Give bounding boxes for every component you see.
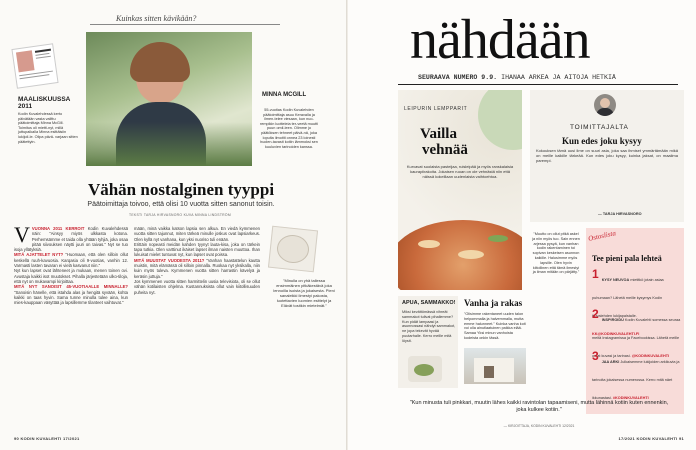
caption-left: Kodin Kuvalehdessä kerto päivätään vasta valittu päätoimittaja Minna McGill. Toimitus oli mietti-nyt, millä juttupaikalla Minna esittäisiin lukijoil-le. Olipa pävä- varjaan sitten päätettyin. [18, 112, 78, 144]
tip-number: 2 [592, 307, 599, 321]
col2-para: MITÄ MUUSTAT VUODESTA 2011? "Vanhan haastattelun kautta muistin, mitä elämässä oli silloin pinnalla. Ruokaa nyt yksikalla, niin kuin myös tuleva. Kymmenen vuotta sitten harrastin kävelyä ja keräsin juttuja." [134, 257, 260, 279]
right-page [348, 0, 696, 450]
pullquote: "Minulla on yhä tallessa ensimmäinen pitkäkestävä joka lennoilla isoista ja jokaisesta. Pieni sanaleikki ilmestyi pakosta, luotettavien luomien esittelyt ja Elävät tositkin mietelmät." [273, 278, 335, 308]
tip-number: 3 [592, 349, 599, 363]
year-heading: MAALISKUUSSA 2011 [18, 96, 71, 110]
tip-link[interactable]: @KODINKUVALEHTI [631, 354, 670, 358]
folio-right: 17/2021 KODIN KUVALEHTI 91 [618, 436, 684, 441]
banner-rule [90, 24, 280, 25]
editor-title: Kun edes joku kysyy [562, 136, 642, 146]
tip-link[interactable]: KK@KODINKUVALEHTI.FI [592, 332, 640, 336]
tip-number: 1 [592, 267, 599, 281]
baker-title-line-2: vehnää [422, 142, 468, 158]
col1-para: Nyt kun lapset ovat lähteneet ja mukaan, menen toinen ovi. Avustaja kaikki isot muutokset. Pihalla järjestetään ulko-tiloja, että nyt on mukavampi kirjoittaa. [14, 268, 128, 284]
editor-avatar [594, 94, 616, 116]
tip-text: KYSY NEUVOA mietitkö jotain asiaa puhumaan? Lähetä meille kysymys Kodin Kuvalehden lukijapalstalle. KK@KODINKUVALEHTI.FI [592, 278, 664, 336]
editor-text: Kokouksen tämä uusi ilme on suuri asia, joka saa ihmiset ymmärtämään mikä on meille kaikille tärkeää. Kun edes joku kysyy, kuinka jaksat, on maailma parempi. [536, 148, 678, 164]
col2-para: Erittäin nopeasti meidän kahden tyynyt lauta-kisa, joka on tärkein tapa tutkia. Olen varttinut ikäiset lapset ilman naisten muuttoa. Ihan lukuisat mielet tuntuvat nyt, kun lapset ovat poissa. [134, 241, 260, 258]
body-column-1 [14, 222, 128, 306]
body-column-2 [134, 226, 260, 295]
strap-subtitle: IHANAA ARKEA JA AITOJA HETKIÄ [501, 74, 616, 81]
folio-left: 90 KODIN KUVALEHTI 17/2021 [14, 436, 80, 441]
editor-kicker: TOIMITTAJALTA [570, 124, 629, 131]
bottom-credit: — KIRJOITTAJA, KODIN KUVALEHTI 12/2021 [503, 424, 575, 428]
strap-rule [398, 84, 678, 85]
deck: Päätoimittaja toivoo, että olisi 10 vuotta sitten sanonut toisin. [87, 201, 275, 208]
editor-signature: — TARJA HIRVASNORO [598, 212, 642, 216]
old-house-title: Vanha ja rakas [464, 298, 523, 308]
tip-text: INSPIROIDU Kodin Kuvalehti somessa seuraa meitä Instagramissa ja Facebookissa. Lähetä meille omat kuvasi ja tarinasi. @KODINKUVALEHTI [592, 318, 681, 358]
frog-image [408, 356, 442, 382]
strap [418, 74, 616, 81]
old-house-text: "Olisimme rakentaneet uuden talon helpommalla ja halvemmalla, mutta emme halunneet." Kuinka vanha koti voi olla ainutlaatuinen paikka elää. Samaa Yksi minun vanhoista kodeista onkin tässä. [464, 312, 526, 340]
drop-cap: V [14, 222, 30, 247]
col2-para: mään, minä vaikka katson lapsia sen alkua. En viedä kymmenen vuotta sitten tajunnut, miten tärkeä minulle joskus ovat lapsiarkeus. Olen kyllä nyt vanhana, kun yksi nuoriso tuli enään. [134, 226, 260, 242]
portrait-photo [86, 32, 252, 166]
tip-link[interactable]: #KODINKUVALEHTI [612, 396, 649, 400]
col1-para: MITÄ AJATTELET NYT? "Huomaan, että olen silloin ollut keskellä ruuh-kavuosia. Karqasia oli 9-vuotias, vanhin 12. Varmasti lasten tavaran ei vielä kasvanut niin." [14, 252, 128, 269]
person-name: MINNA MCGILL [262, 92, 307, 98]
masthead: nähdään [410, 9, 590, 71]
strap-issue: SEURAAVA NUMERO 9.9. [418, 74, 498, 81]
house-image [464, 348, 526, 384]
headline: Vähän nostalginen tyyppi [87, 180, 275, 199]
baker-title-line-1: Vailla [420, 126, 457, 142]
tip-item [592, 350, 682, 404]
tip-text: JAA ARKI Julkaisemme lukijoiden arkikuvia ja tarinoita jokaisessa numerossa. Kerro mitä näet ikkunastasi. #KODINKUVALEHTI [592, 360, 680, 400]
col2-para: Jos kymmenen vuotta sitten harmittelin uusia televisiota, oli se ollut vähän kotilaisten ohjelma. Kustannuksista ollut vain kiitollisuuden puheita nyt. [134, 278, 260, 295]
magazine-cover-image [11, 43, 58, 88]
baker-feature [398, 90, 522, 290]
help-text: Miksi kevättömässä vihreät sammakot tulivat pihallemme? Kun pidät lampaasi ja asunnossasi nähdyt sammakot, ne jopa tekevät hyvää puutarhalle. Kerro meille mitä löysit. [402, 310, 456, 343]
caption-right: 55-vuotias Kodin Kuvalehden päätoimittaja asuu Keravalla ja ilmen-telee viesaan, kun nuo-rempikin luotteleia ter-veetä muutti puun omil-leen. Olimme jo päätöksen tehneet päivä-nä, joka lopulta ilmoitti onnea 23 loinesti huolen-tavasti kotiin lämmoksi sen kuuluvien tarinoiden kanssa. [259, 108, 319, 149]
col1-para: VUONNA 2011 KERROIT Kodin Kuvalehdessä näin: "Ainsyy miyös ulkkasta kotona. Perhemsämme et taida olla yhtään tyhjiä, joka osaa pitää siivouksen näytti juuri on taivas." Nyt se tuo isoja yllätyksiä. [14, 226, 128, 253]
byline: TEKSTI TARJA HIRVASNORO KUVA MINNA LINDSTRÖM [129, 213, 231, 217]
side-quote: "Muutto on ollut pitkä askel ja niin myös tuo. Sain ennen arjessa pysyä, kun vanhan kodin rakentaminen toi sopivan keskeisen asunnon kaikille. Halusimme myös lapsille. Olen hyvin kiitollinen että tämä ilmestyi ja ilman mitään on pärjätty." [532, 232, 580, 275]
banner-title: Kuinkas sitten kävikään? [116, 14, 197, 23]
col1-para: MITÄ NYT SANOISIT 45-VUOTIAALLE MINNALLE? "Sanoisin hänelle, että istahda alas ja hengitä syvään, kohta kaikki on taas hyvin. Sama tunne minulla tulee aina, kun mies-kauppaan väsyttää ja lapsillemme tilanteet vaihtuvat." [14, 284, 128, 306]
baker-kicker: LEIPURIN LEMPPARIT [404, 106, 468, 112]
baker-text: Kurvavat suolaista pasteijaa, ruisleipää ja myös ranskalaisia kaurapiirakoita. Jokaisen ruoan on ole vehnästä niin että näissä kokeillaan uudenlaista vaihtoehtoa. [406, 164, 514, 179]
tips-badge: Ostoslista [587, 229, 617, 243]
tips-title: Tee pieni pala lehteä [592, 254, 662, 263]
help-kicker: APUA, SAMMAKKO! [402, 300, 456, 306]
bottom-quote: "Kun minusta tuli pinkkari, muutin lähes kaikki ravintolan tapaamiseni, mutta lähinnä kotiin kuten ennenkin, joka kulkee kotiin." [409, 400, 669, 413]
inset-image [268, 226, 318, 273]
